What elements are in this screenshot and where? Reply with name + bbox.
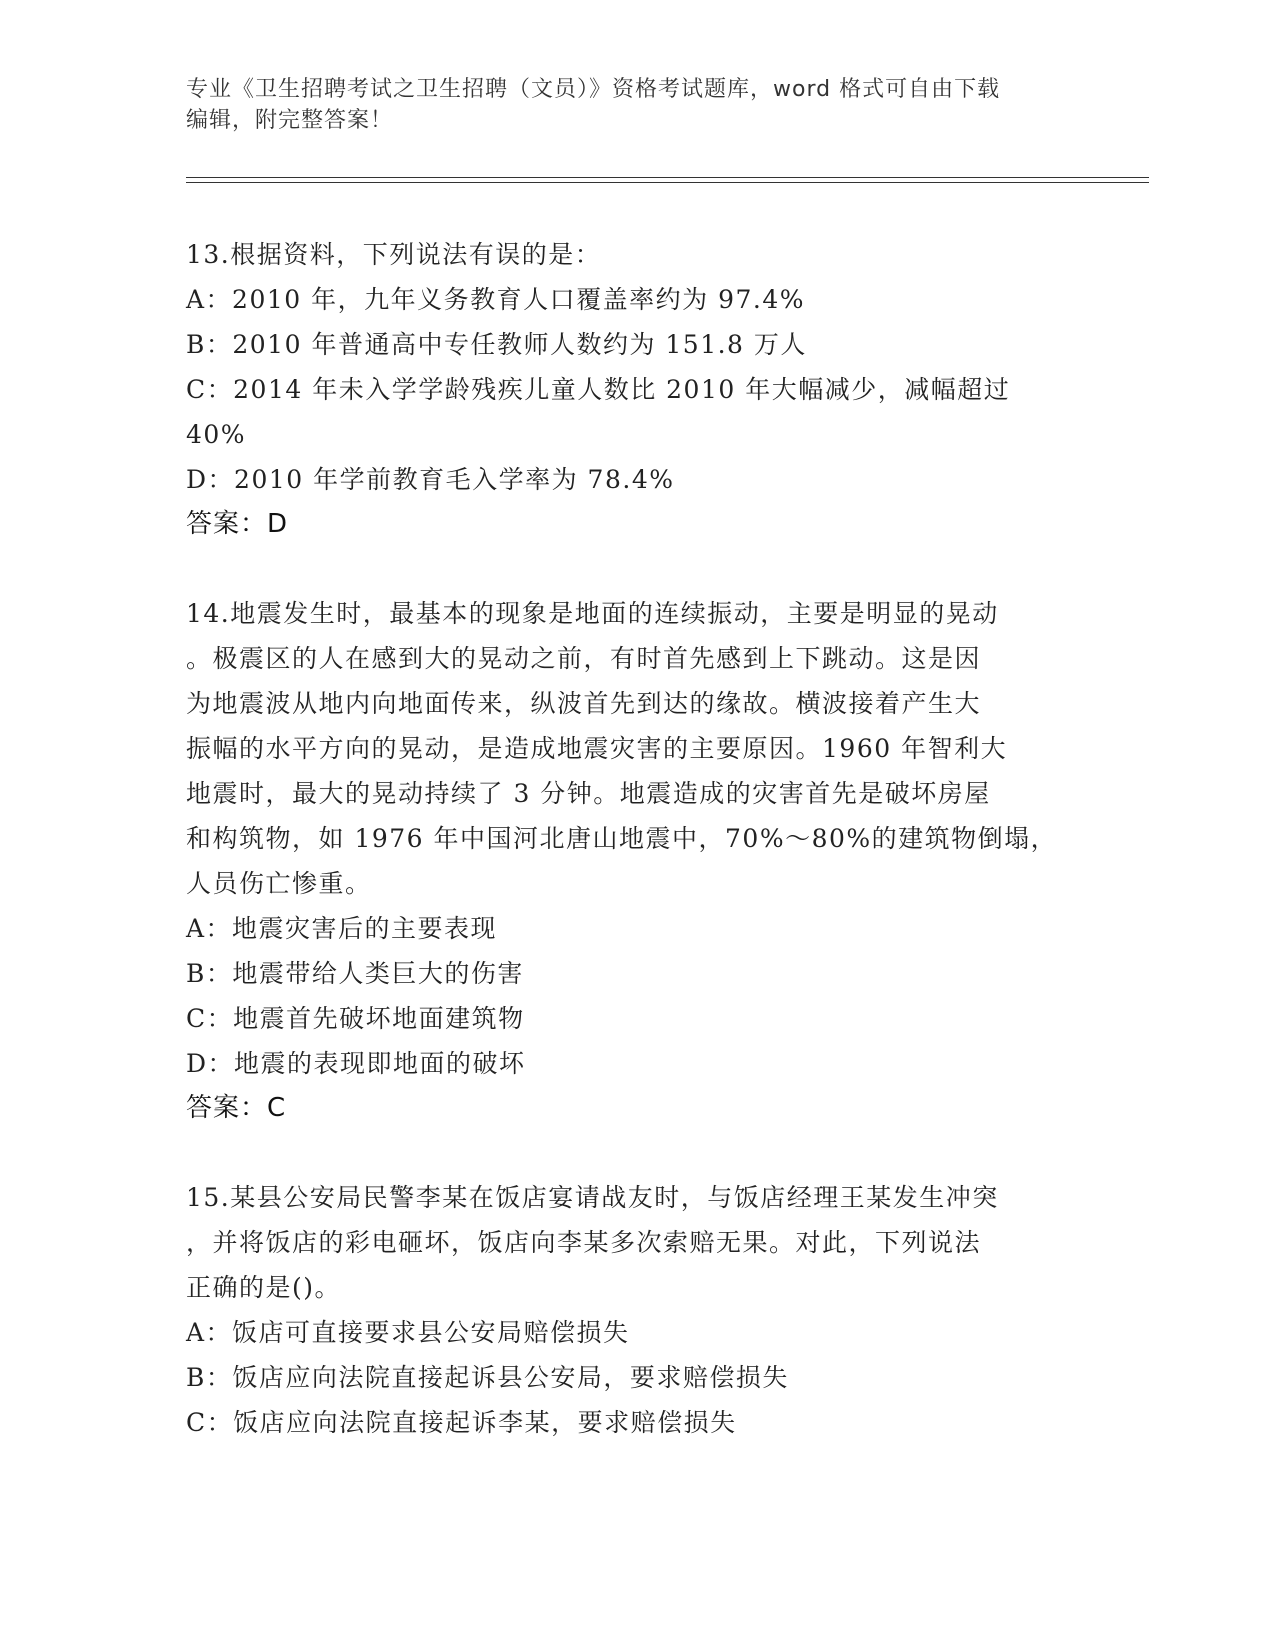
question-stem-line: 人员伤亡惨重。 <box>186 869 372 898</box>
option-b: B：2010 年普通高中专任教师人数约为 151.8 万人 <box>186 330 807 359</box>
option-a: A：2010 年，九年义务教育人口覆盖率约为 97.4% <box>186 285 805 314</box>
question-14 <box>186 591 1066 1131</box>
question-stem-line: 振幅的水平方向的晃动，是造成地震灾害的主要原因。1960 年智利大 <box>186 734 1008 763</box>
document-header <box>186 74 1066 136</box>
question-13 <box>186 232 1066 547</box>
option-c: C：2014 年未入学学龄残疾儿童人数比 2010 年大幅减少，减幅超过 <box>186 375 1011 404</box>
option-d: D：地震的表现即地面的破坏 <box>186 1049 526 1078</box>
option-a: A：地震灾害后的主要表现 <box>186 914 498 943</box>
answer-label: 答案：D <box>186 509 289 539</box>
option-d: D：2010 年学前教育毛入学率为 78.4% <box>186 465 675 494</box>
question-stem-line: 14.地震发生时，最基本的现象是地面的连续振动，主要是明显的晃动 <box>186 599 999 628</box>
question-stem-line: 地震时，最大的晃动持续了 3 分钟。地震造成的灾害首先是破坏房屋 <box>186 779 991 808</box>
header-divider-bottom <box>186 182 1149 183</box>
question-stem-line: 正确的是()。 <box>186 1273 342 1302</box>
question-stem-line: 为地震波从地内向地面传来，纵波首先到达的缘故。横波接着产生大 <box>186 689 982 718</box>
question-stem: 13.根据资料，下列说法有误的是： <box>186 240 602 269</box>
question-15 <box>186 1175 1066 1445</box>
option-c: C：地震首先破坏地面建筑物 <box>186 1004 525 1033</box>
header-line-1: 专业《卫生招聘考试之卫生招聘（文员）》资格考试题库，word 格式可自由下载 <box>186 77 1001 102</box>
option-b: B：地震带给人类巨大的伤害 <box>186 959 524 988</box>
option-b: B：饭店应向法院直接起诉县公安局，要求赔偿损失 <box>186 1363 789 1392</box>
option-a: A：饭店可直接要求县公安局赔偿损失 <box>186 1318 630 1347</box>
option-c-continued: 40% <box>186 420 247 449</box>
question-list <box>186 232 1066 1445</box>
question-stem-line: 15.某县公安局民警李某在饭店宴请战友时，与饭店经理王某发生冲突 <box>186 1183 999 1212</box>
option-c: C：饭店应向法院直接起诉李某，要求赔偿损失 <box>186 1408 737 1437</box>
answer-label: 答案：C <box>186 1093 287 1123</box>
header-divider-top <box>186 177 1149 178</box>
question-stem-line: 和构筑物，如 1976 年中国河北唐山地震中，70%～80%的建筑物倒塌， <box>186 824 1058 853</box>
header-line-2: 编辑，附完整答案！ <box>186 108 394 133</box>
question-stem-line: 。极震区的人在感到大的晃动之前，有时首先感到上下跳动。这是因 <box>186 644 982 673</box>
question-stem-line: ，并将饭店的彩电砸坏，饭店向李某多次索赔无果。对此，下列说法 <box>186 1228 982 1257</box>
